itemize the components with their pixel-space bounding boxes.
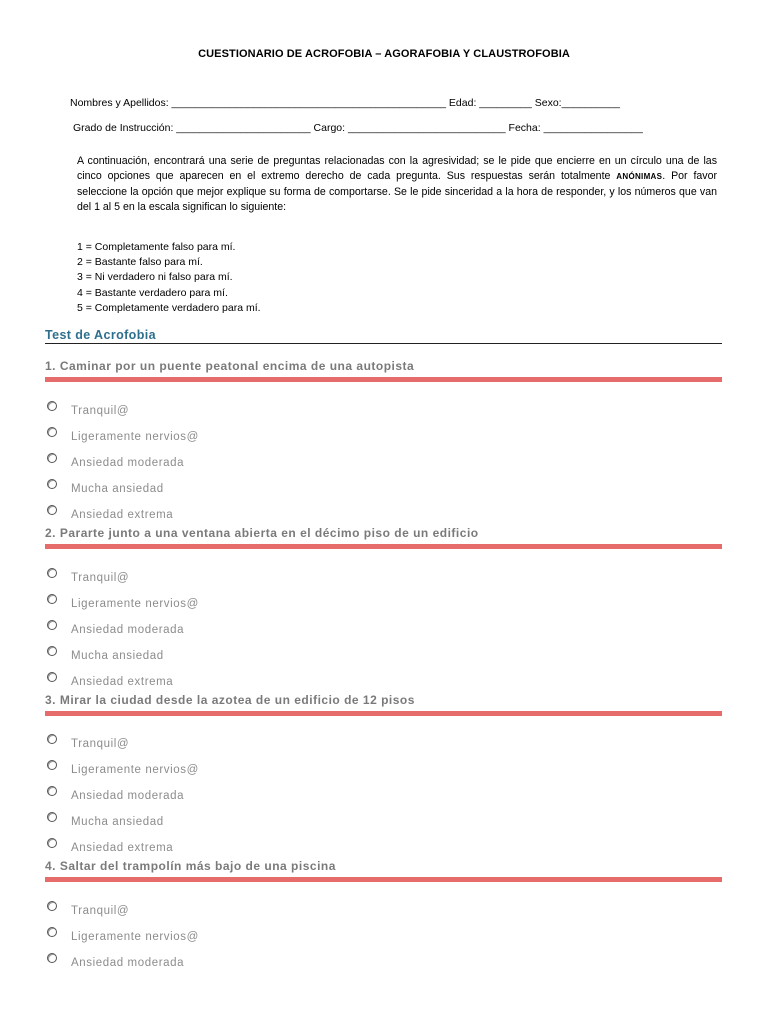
section-divider bbox=[45, 343, 722, 344]
instructions-text-start: A continuación, encontrará una serie de preguntas relacionadas con la agresividad; se le pide que encierre en un círculo una de las cinco opciones que aparecen en el extremo derecho de cada pregunta. Sus respuestas serán totalmente bbox=[77, 155, 717, 183]
option-label: Tranquil@ bbox=[71, 405, 130, 417]
radio-button[interactable] bbox=[47, 786, 57, 796]
instructions-emphasis: ANÓNIMAS bbox=[616, 172, 663, 182]
option-label: Tranquil@ bbox=[71, 572, 130, 584]
question-2 bbox=[45, 526, 722, 549]
radio-button[interactable] bbox=[47, 672, 57, 682]
option-label: Ansiedad extrema bbox=[71, 842, 174, 854]
question-3-text: 3. Mirar la ciudad desde la azotea de un edificio de 12 pisos bbox=[45, 693, 415, 707]
option-label: Ligeramente nervios@ bbox=[71, 431, 199, 443]
option-label: Mucha ansiedad bbox=[71, 816, 164, 828]
question-4 bbox=[45, 859, 722, 882]
question-4-text: 4. Saltar del trampolín más bajo de una piscina bbox=[45, 859, 336, 873]
option-label: Ansiedad moderada bbox=[71, 624, 185, 636]
option-label: Mucha ansiedad bbox=[71, 650, 164, 662]
radio-button[interactable] bbox=[47, 568, 57, 578]
option-label: Ansiedad extrema bbox=[71, 676, 174, 688]
question-3 bbox=[45, 693, 722, 716]
document-title: CUESTIONARIO DE ACROFOBIA – AGORAFOBIA Y CLAUSTROFOBIA bbox=[198, 48, 570, 60]
radio-button[interactable] bbox=[47, 734, 57, 744]
scale-item: 5 = Completamente verdadero para mí. bbox=[77, 301, 261, 314]
radio-button[interactable] bbox=[47, 427, 57, 437]
radio-button[interactable] bbox=[47, 594, 57, 604]
option-label: Ansiedad moderada bbox=[71, 957, 185, 969]
question-3-bar bbox=[45, 711, 722, 716]
radio-button[interactable] bbox=[47, 401, 57, 411]
radio-button[interactable] bbox=[47, 838, 57, 848]
scale-item: 1 = Completamente falso para mí. bbox=[77, 241, 236, 253]
option-label: Ansiedad extrema bbox=[71, 509, 174, 521]
radio-button[interactable] bbox=[47, 812, 57, 822]
scale-legend bbox=[77, 240, 261, 316]
question-2-bar bbox=[45, 544, 722, 549]
instructions-paragraph bbox=[77, 154, 717, 216]
radio-button[interactable] bbox=[47, 620, 57, 630]
question-1-text: 1. Caminar por un puente peatonal encima de una autopista bbox=[45, 359, 415, 373]
option-label: Tranquil@ bbox=[71, 905, 130, 917]
section-title: Test de Acrofobia bbox=[45, 328, 156, 342]
radio-button[interactable] bbox=[47, 760, 57, 770]
scale-item: 3 = Ni verdadero ni falso para mí. bbox=[77, 271, 233, 284]
question-2-text: 2. Pararte junto a una ventana abierta en el décimo piso de un edificio bbox=[45, 526, 479, 540]
option-label: Ligeramente nervios@ bbox=[71, 931, 199, 943]
question-4-bar bbox=[45, 877, 722, 882]
radio-button[interactable] bbox=[47, 646, 57, 656]
scale-item: 4 = Bastante verdadero para mí. bbox=[77, 286, 228, 299]
option-label: Ligeramente nervios@ bbox=[71, 598, 199, 610]
name-age-sex-line: Nombres y Apellidos: _______________________________________________ Edad: _________ Sexo:__________ bbox=[70, 97, 620, 109]
radio-button[interactable] bbox=[47, 953, 57, 963]
option-label: Ansiedad moderada bbox=[71, 790, 185, 802]
instructions-text-end: . Por favor seleccione la opción que mejor explique su forma de comportarse. Se le pide sinceridad a la hora de responder, y los números que van del 1 al 5 en la escala significan lo siguiente: bbox=[77, 170, 718, 214]
option-label: Ligeramente nervios@ bbox=[71, 764, 199, 776]
scale-item: 2 = Bastante falso para mí. bbox=[77, 256, 203, 269]
radio-button[interactable] bbox=[47, 479, 57, 489]
radio-button[interactable] bbox=[47, 927, 57, 937]
education-position-date-line: Grado de Instrucción: _______________________ Cargo: ___________________________ Fecha: _________________ bbox=[73, 122, 643, 134]
radio-button[interactable] bbox=[47, 505, 57, 515]
option-label: Tranquil@ bbox=[71, 738, 130, 750]
radio-button[interactable] bbox=[47, 901, 57, 911]
question-1 bbox=[45, 359, 722, 382]
option-label: Mucha ansiedad bbox=[71, 483, 164, 495]
radio-button[interactable] bbox=[47, 453, 57, 463]
question-1-bar bbox=[45, 377, 722, 382]
option-label: Ansiedad moderada bbox=[71, 457, 185, 469]
